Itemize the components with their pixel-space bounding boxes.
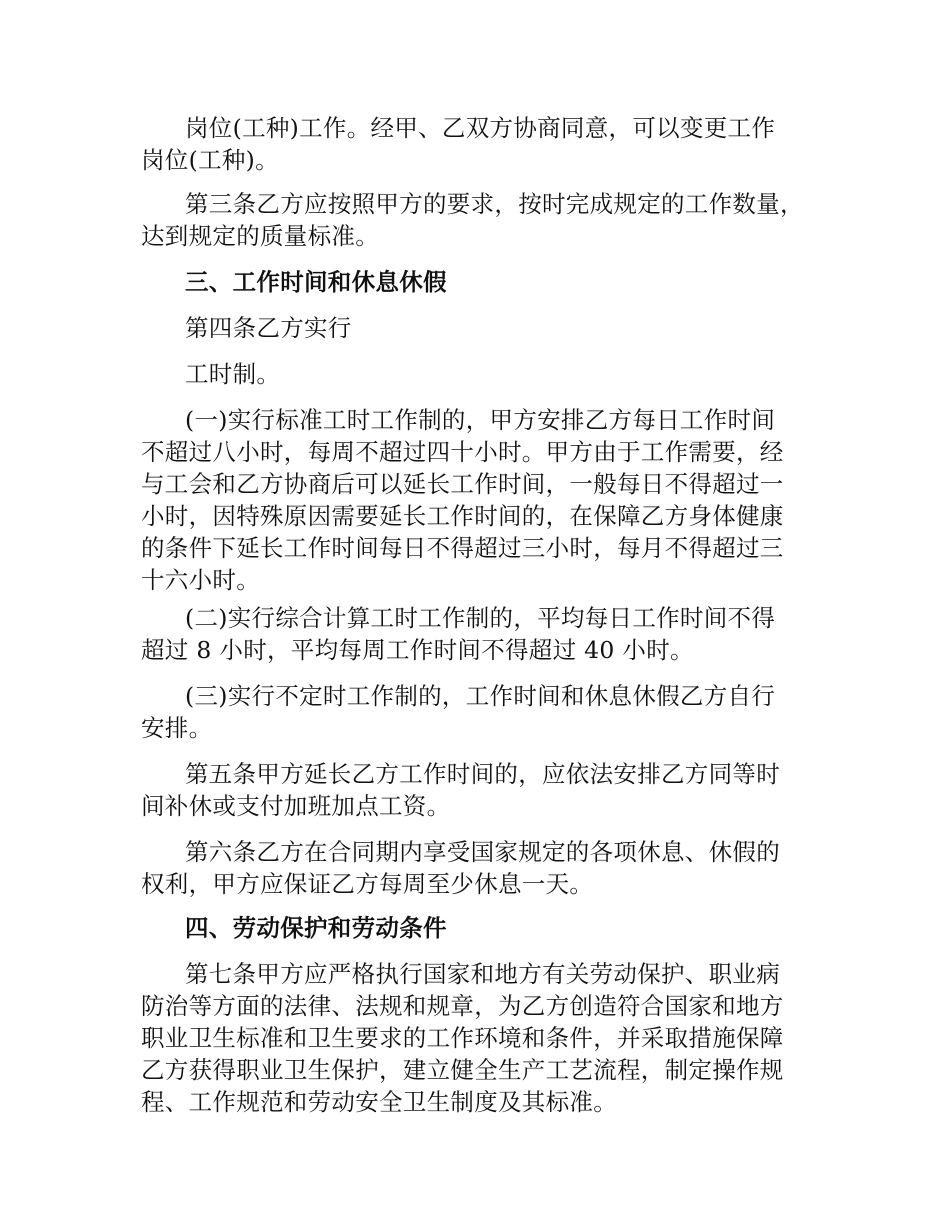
text-line: 超过 8 小时，平均每周工作时间不得超过 40 小时。 [141, 636, 694, 664]
text-line: 第四条乙方实行 [185, 314, 352, 342]
paragraph-standard-hours [141, 404, 821, 596]
section-heading-labor-protection [141, 912, 821, 944]
text-line: (三)实行不定时工作制的，工作时间和休息休假乙方自行 [185, 682, 776, 710]
text-line: 第五条甲方延长乙方工作时间的，应依法安排乙方同等时 [185, 760, 780, 788]
text-line: 工时制。 [185, 360, 281, 388]
text-line: 乙方获得职业卫生保护，建立健全生产工艺流程，制定操作规 [141, 1056, 784, 1084]
paragraph-article-5 [141, 758, 821, 822]
text-line: 程、工作规范和劳动安全卫生制度及其标准。 [141, 1088, 617, 1116]
text-line: 的条件下延长工作时间每日不得超过三小时，每月不得超过三 [141, 534, 784, 562]
text-line: 岗位(工种)。 [141, 146, 279, 174]
text-line: 达到规定的质量标准。 [141, 222, 379, 250]
text-line: (一)实行标准工时工作制的，甲方安排乙方每日工作时间 [185, 406, 776, 434]
text-line: 防治等方面的法律、法规和规章，为乙方创造符合国家和地方 [141, 992, 784, 1020]
text-line: 与工会和乙方协商后可以延长工作时间，一般每日不得超过一 [141, 470, 784, 498]
paragraph-article-4 [141, 312, 821, 344]
text-line: 岗位(工种)工作。经甲、乙双方协商同意，可以变更工作 [185, 114, 776, 142]
paragraph-comprehensive-hours [141, 602, 821, 666]
text-line: 安排。 [141, 714, 213, 742]
text-line: 十六小时。 [141, 566, 260, 594]
text-line: 小时，因特殊原因需要延长工作时间的，在保障乙方身体健康 [141, 502, 784, 530]
paragraph-article-7 [141, 958, 821, 1118]
paragraph-article-6 [141, 836, 821, 900]
text-line: 间补休或支付加班加点工资。 [141, 792, 451, 820]
paragraph-flexible-hours [141, 680, 821, 744]
paragraph-job-change [141, 112, 821, 176]
text-line: (二)实行综合计算工时工作制的，平均每日工作时间不得 [185, 604, 776, 632]
text-line: 权利，甲方应保证乙方每周至少休息一天。 [141, 870, 594, 898]
heading-text: 三、工作时间和休息休假 [185, 268, 447, 296]
heading-text: 四、劳动保护和劳动条件 [185, 914, 447, 942]
text-line: 不超过八小时，每周不超过四十小时。甲方由于工作需要，经 [141, 438, 784, 466]
text-line: 职业卫生标准和卫生要求的工作环境和条件，并采取措施保障 [141, 1024, 784, 1052]
section-heading-working-hours [141, 266, 821, 298]
text-line: 第七条甲方应严格执行国家和地方有关劳动保护、职业病 [185, 960, 780, 988]
text-line: 第六条乙方在合同期内享受国家规定的各项休息、休假的 [185, 838, 780, 866]
text-line: 第三条乙方应按照甲方的要求，按时完成规定的工作数量， [185, 190, 804, 218]
paragraph-article-3 [141, 188, 821, 252]
paragraph-work-hour-system [141, 358, 821, 390]
